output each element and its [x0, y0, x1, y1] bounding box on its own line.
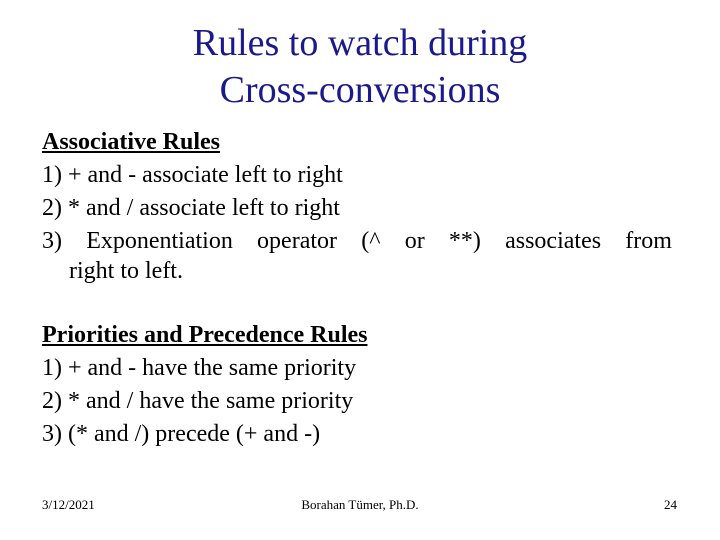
priority-rule-1: 1) + and - have the same priority: [42, 355, 357, 381]
slide-title: [0, 20, 720, 114]
rule-3-word: from: [625, 228, 672, 254]
priorities-heading: Priorities and Precedence Rules: [42, 322, 368, 348]
rule-3-word: **): [448, 228, 481, 254]
footer-date: 3/12/2021: [42, 497, 95, 512]
associative-rule-1: 1) + and - associate left to right: [42, 162, 343, 188]
rule-3-word: operator: [257, 228, 338, 254]
slide-title-line-1: Rules to watch during: [192, 22, 528, 64]
rule-3-word: Exponentiation: [86, 228, 233, 254]
rule-3-word: (^: [361, 228, 381, 254]
rule-3-word: associates: [505, 228, 602, 254]
footer-author: Borahan Tümer, Ph.D.: [301, 497, 419, 512]
associative-section: [42, 126, 672, 284]
priorities-section: [42, 319, 672, 451]
priority-rule-3: 3) (* and /) precede (+ and -): [42, 421, 321, 447]
rule-3-word: 3): [42, 228, 62, 254]
associative-rule-2: 2) * and / associate left to right: [42, 195, 340, 221]
slide-title-line-2: Cross-conversions: [219, 69, 501, 111]
rule-3-word: or: [404, 228, 425, 254]
slide-body: [42, 126, 672, 451]
section-spacer: [42, 284, 672, 319]
associative-rule-3: [42, 225, 672, 258]
associative-rules-heading: Associative Rules: [42, 129, 220, 155]
priority-rule-2: 2) * and / have the same priority: [42, 388, 354, 414]
footer-page-number: 24: [664, 497, 677, 512]
associative-rule-3-continuation: right to left.: [69, 258, 183, 284]
